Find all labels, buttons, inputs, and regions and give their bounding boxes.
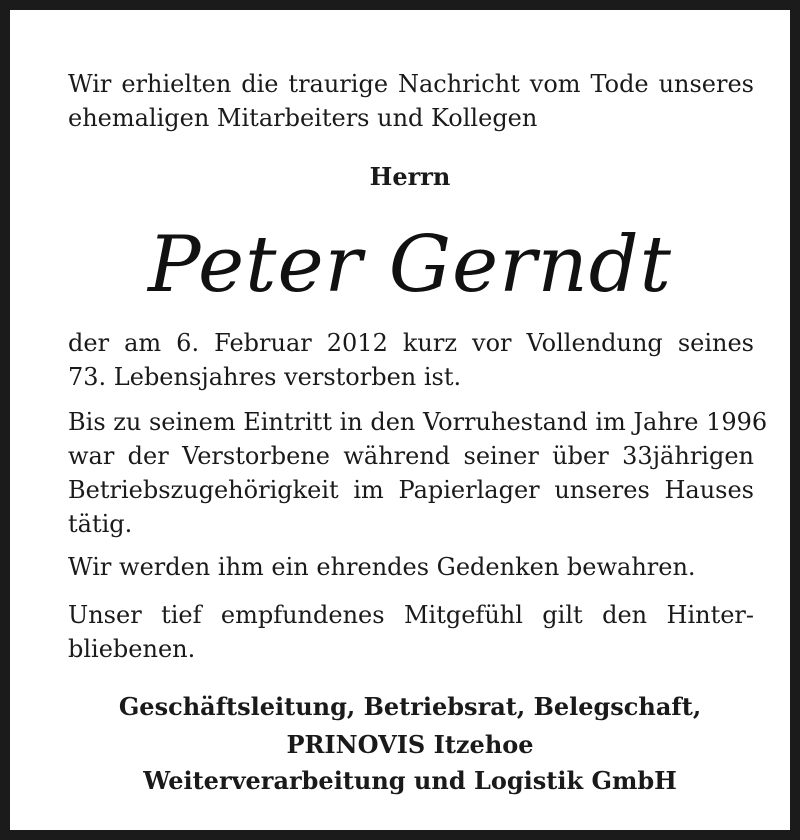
salutation: Herrn (369, 162, 451, 191)
paragraph-2-line-4: tätig. (68, 510, 133, 538)
paragraph-1-line-2: 73. Lebensjahres verstorben ist. (68, 363, 462, 391)
paragraph-3: Wir werden ihm ein ehrendes Gedenken bewahren. (68, 553, 696, 581)
paragraph-2-line-3: Betriebszugehörigkeit im Papierlager unseres Hauses (68, 476, 754, 504)
intro-line-1: Wir erhielten die traurige Nachricht vom Tode unseres (68, 70, 754, 98)
signature-line-2: PRINOVIS Itzehoe (286, 730, 534, 759)
deceased-name: Peter Gerndt (148, 220, 672, 310)
intro-line-2: ehemaligen Mitarbeiters und Kollegen (68, 104, 538, 132)
signature-line-1: Geschäftsleitung, Betriebsrat, Belegschaft, (118, 692, 702, 721)
paragraph-2-line-1: Bis zu seinem Eintritt in den Vorruhestand im Jahre 1996 (68, 408, 768, 436)
paragraph-2-line-2: war der Verstorbene während seiner über 33jährigen (68, 442, 754, 470)
paragraph-1-line-1: der am 6. Februar 2012 kurz vor Vollendung seines (68, 329, 754, 357)
paragraph-4-line-1: Unser tief empfundenes Mitgefühl gilt den Hinter- (68, 601, 754, 629)
signature-line-3: Weiterverarbeitung und Logistik GmbH (143, 766, 677, 795)
paragraph-4-line-2: bliebenen. (68, 635, 196, 663)
